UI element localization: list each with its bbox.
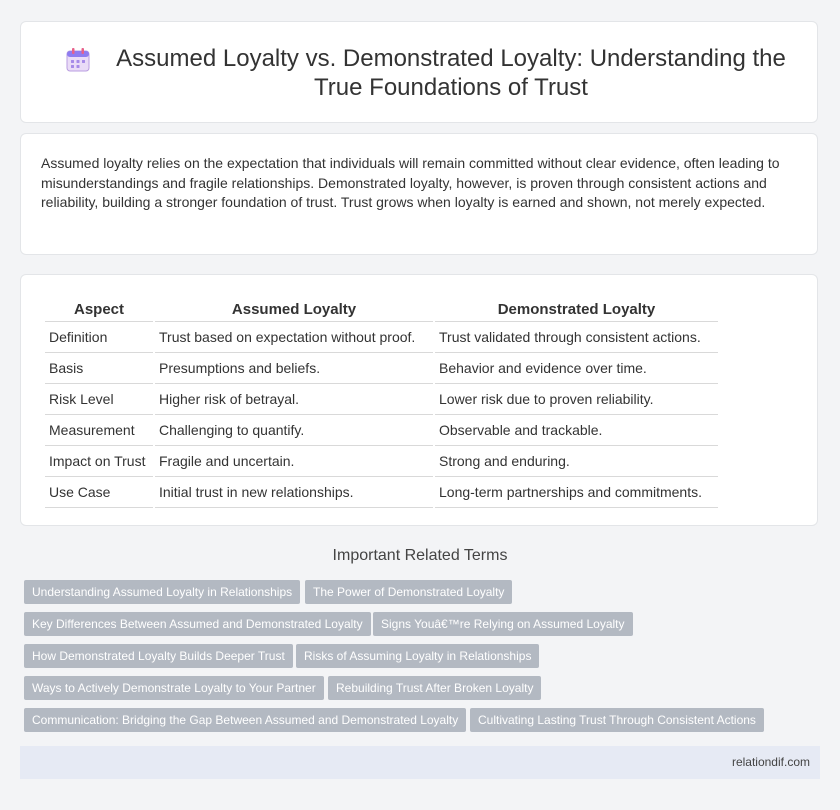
related-tag[interactable]: Rebuilding Trust After Broken Loyalty bbox=[328, 676, 541, 700]
table-row bbox=[45, 446, 718, 477]
footer-site[interactable]: relationdif.com bbox=[731, 755, 810, 769]
comparison-table bbox=[43, 297, 720, 508]
related-tag[interactable]: Cultivating Lasting Trust Through Consistent Actions bbox=[470, 708, 764, 732]
page-title: Assumed Loyalty vs. Demonstrated Loyalty: Understanding the True Foundations of Trust bbox=[116, 45, 786, 101]
table-cell: Impact on Trust bbox=[45, 446, 153, 477]
table-cell: Presumptions and beliefs. bbox=[155, 353, 433, 384]
related-tag[interactable]: The Power of Demonstrated Loyalty bbox=[305, 580, 512, 604]
related-tag[interactable]: Ways to Actively Demonstrate Loyalty to Your Partner bbox=[24, 676, 324, 700]
table-row bbox=[45, 415, 718, 446]
related-tag[interactable]: Key Differences Between Assumed and Demonstrated Loyalty bbox=[24, 612, 371, 636]
table-row bbox=[45, 322, 718, 353]
table-cell: Basis bbox=[45, 353, 153, 384]
table-cell: Higher risk of betrayal. bbox=[155, 384, 433, 415]
table-cell: Measurement bbox=[45, 415, 153, 446]
table-cell: Risk Level bbox=[45, 384, 153, 415]
related-tag[interactable]: Signs Youâ€™re Relying on Assumed Loyalty bbox=[373, 612, 633, 636]
header-assumed: Assumed Loyalty bbox=[155, 297, 433, 322]
comparison-card bbox=[20, 274, 818, 526]
table-cell: Definition bbox=[45, 322, 153, 353]
table-cell: Challenging to quantify. bbox=[155, 415, 433, 446]
table-cell: Behavior and evidence over time. bbox=[435, 353, 718, 384]
table-cell: Observable and trackable. bbox=[435, 415, 718, 446]
related-tag[interactable]: How Demonstrated Loyalty Builds Deeper Trust bbox=[24, 644, 293, 668]
table-cell: Initial trust in new relationships. bbox=[155, 477, 433, 508]
table-cell: Strong and enduring. bbox=[435, 446, 718, 477]
table-row bbox=[45, 477, 718, 508]
footer bbox=[20, 746, 820, 779]
table-row bbox=[45, 384, 718, 415]
table-cell: Fragile and uncertain. bbox=[155, 446, 433, 477]
related-tag[interactable]: Risks of Assuming Loyalty in Relationships bbox=[296, 644, 539, 668]
table-row bbox=[45, 353, 718, 384]
header-demonstrated: Demonstrated Loyalty bbox=[435, 297, 718, 322]
table-header-row bbox=[45, 297, 718, 322]
calendar-icon bbox=[65, 47, 91, 73]
table-cell: Trust validated through consistent actions. bbox=[435, 322, 718, 353]
summary-card bbox=[20, 133, 818, 255]
table-cell: Trust based on expectation without proof. bbox=[155, 322, 433, 353]
table-cell: Use Case bbox=[45, 477, 153, 508]
header-aspect: Aspect bbox=[45, 297, 153, 322]
related-tag[interactable]: Understanding Assumed Loyalty in Relationships bbox=[24, 580, 300, 604]
table-cell: Long-term partnerships and commitments. bbox=[435, 477, 718, 508]
related-terms-title: Important Related Terms bbox=[332, 547, 508, 564]
table-cell: Lower risk due to proven reliability. bbox=[435, 384, 718, 415]
summary-text: Assumed loyalty relies on the expectation that individuals will remain committed without clear evidence, often leading to misunderstandings and fragile relationships. Demonstrated loyalty, however, is proven through consistent actions and reliability, building a stronger foundation of trust. Trust grows when loyalty is earned and shown, not merely expected. bbox=[41, 155, 780, 211]
related-tag[interactable]: Communication: Bridging the Gap Between Assumed and Demonstrated Loyalty bbox=[24, 708, 466, 732]
title-card bbox=[20, 21, 818, 123]
